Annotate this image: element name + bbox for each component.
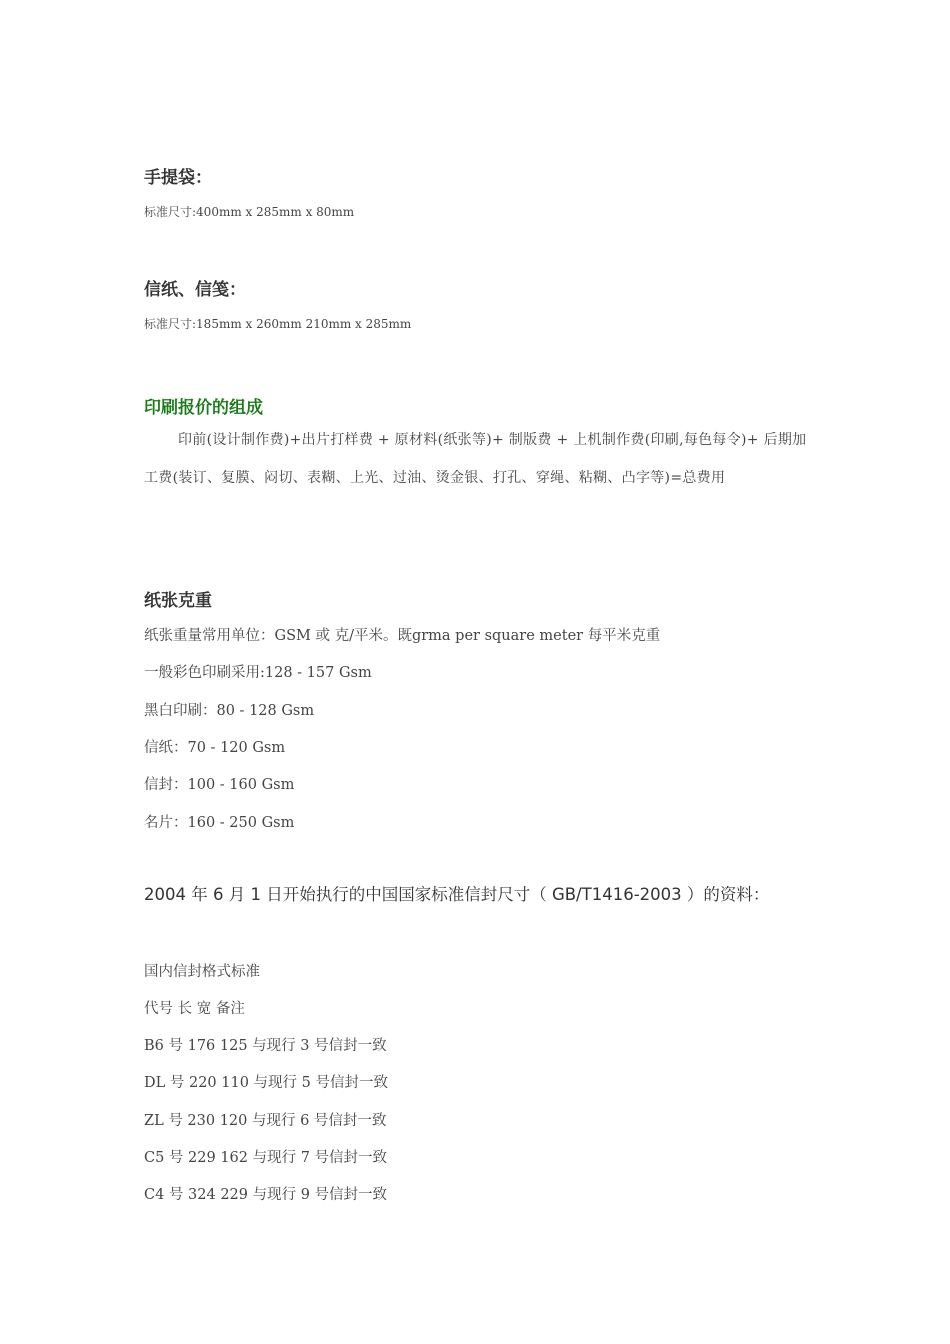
envelope-line-dl: DL 号 220 110 与现行 5 号信封一致 xyxy=(144,1075,388,1091)
bag-size-text: 标准尺寸:400mm x 285mm x 80mm xyxy=(144,205,355,219)
weight-line-business-card: 名片：160 - 250 Gsm xyxy=(144,815,295,831)
letter-size-text: 标准尺寸:185mm x 260mm 210mm x 285mm xyxy=(144,317,412,331)
weight-line-color-print: 一般彩色印刷采用:128 - 157 Gsm xyxy=(144,665,372,681)
envelope-line-b6: B6 号 176 125 与现行 3 号信封一致 xyxy=(144,1038,387,1054)
weight-line-letter-paper: 信纸：70 - 120 Gsm xyxy=(144,740,286,756)
weight-line-bw-print: 黑白印刷：80 - 128 Gsm xyxy=(144,703,315,719)
envelope-line-c4: C4 号 324 229 与现行 9 号信封一致 xyxy=(144,1187,388,1203)
pricing-paragraph: 印前(设计制作费)+出片打样费 + 原材料(纸张等)+ 制版费 + 上机制作费(印刷,每色每令)+ 后期加工费(装订、复膜、闷切、表糊、上光、过油、烫金银、打孔、穿绳、粘糊、凸字等)=总费用 xyxy=(144,432,807,486)
envelope-standard-heading: 2004 年 6 月 1 日开始执行的中国国家标准信封尺寸（ GB/T1416-2003 ）的资料： xyxy=(144,885,770,904)
bag-heading: 手提袋： xyxy=(144,168,212,188)
envelope-line-format: 国内信封格式标准 xyxy=(144,964,260,980)
envelope-line-c5: C5 号 229 162 与现行 7 号信封一致 xyxy=(144,1150,388,1166)
envelope-line-zl: ZL 号 230 120 与现行 6 号信封一致 xyxy=(144,1113,387,1129)
letter-heading: 信纸、信笺： xyxy=(144,280,246,300)
envelope-line-header: 代号 长 宽 备注 xyxy=(144,1001,245,1017)
weight-heading: 纸张克重 xyxy=(144,591,212,611)
pricing-heading: 印刷报价的组成 xyxy=(144,398,263,418)
weight-line-envelope: 信封：100 - 160 Gsm xyxy=(144,777,295,793)
weight-line-unit: 纸张重量常用单位：GSM 或 克/平米。既grma per square meter 每平米克重 xyxy=(144,628,661,644)
